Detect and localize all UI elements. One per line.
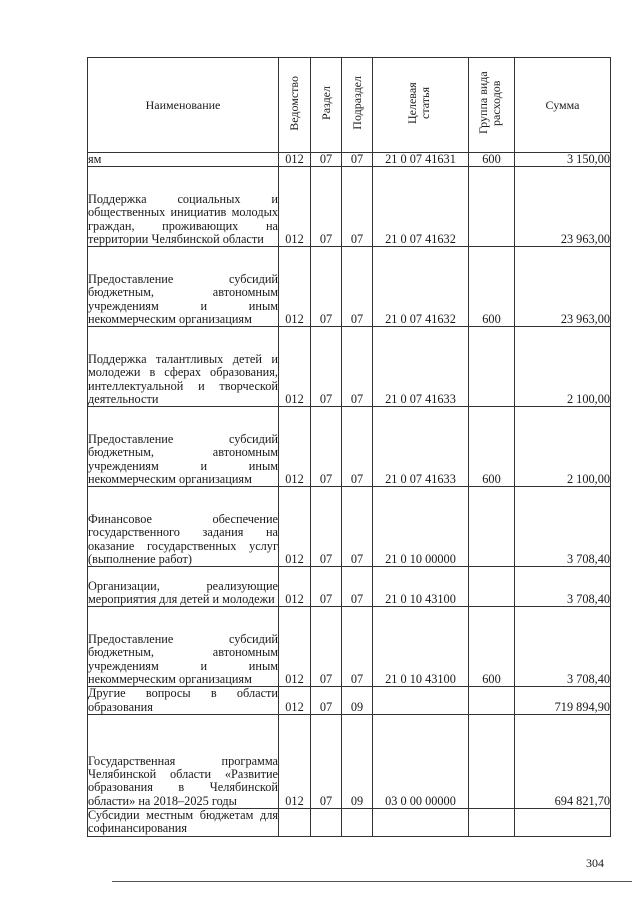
cell-vedomstvo: 012 — [279, 567, 311, 607]
header-vedomstvo-label: Ведомство — [287, 75, 301, 131]
header-target-label: Целевая статья — [404, 82, 432, 124]
cell-podrazdel: 07 — [342, 327, 373, 407]
cell-podrazdel: 07 — [342, 167, 373, 247]
cell-podrazdel: 07 — [342, 567, 373, 607]
cell-razdel: 07 — [311, 687, 342, 715]
table-row — [88, 487, 611, 567]
table-row — [88, 607, 611, 687]
cell-razdel: 07 — [311, 327, 342, 407]
cell-razdel: 07 — [311, 487, 342, 567]
header-sum-label: Сумма — [545, 97, 580, 112]
table-row — [88, 687, 611, 715]
header-podrazdel-label: Подраздел — [349, 76, 364, 130]
cell-target — [373, 687, 469, 715]
cell-name: Предоставление субсидий бюджетным, автономным учреждениям и иным некоммерческим организациям — [88, 247, 279, 327]
cell-target: 21 0 10 00000 — [373, 487, 469, 567]
cell-vedomstvo: 012 — [279, 715, 311, 809]
table-row — [88, 567, 611, 607]
header-razdel — [311, 58, 342, 153]
table-row — [88, 153, 611, 167]
cell-sum: 2 100,00 — [515, 407, 611, 487]
cell-vedomstvo — [279, 809, 311, 837]
cell-name: Поддержка талантливых детей и молодежи в сферах образования, интеллектуальной и творческой деятельности — [88, 327, 279, 407]
cell-podrazdel: 07 — [342, 487, 373, 567]
cell-target — [373, 809, 469, 837]
cell-name: Организации, реализующие мероприятия для детей и молодежи — [88, 567, 279, 607]
header-group-label: Группа вида расходов — [475, 71, 503, 135]
cell-podrazdel: 07 — [342, 607, 373, 687]
cell-sum: 719 894,90 — [515, 687, 611, 715]
header-razdel-label: Раздел — [318, 86, 333, 120]
cell-group — [469, 687, 515, 715]
cell-name: Финансовое обеспечение государственного задания на оказание государственных услуг (выполнение работ) — [88, 487, 279, 567]
cell-name: Предоставление субсидий бюджетным, автономным учреждениям и иным некоммерческим организациям — [88, 607, 279, 687]
cell-podrazdel: 07 — [342, 153, 373, 167]
cell-vedomstvo: 012 — [279, 407, 311, 487]
cell-podrazdel — [342, 809, 373, 837]
header-sum — [515, 58, 611, 153]
table-row — [88, 715, 611, 809]
table-row — [88, 247, 611, 327]
cell-vedomstvo: 012 — [279, 327, 311, 407]
budget-table — [87, 57, 611, 837]
cell-sum: 694 821,70 — [515, 715, 611, 809]
cell-razdel: 07 — [311, 167, 342, 247]
cell-podrazdel: 09 — [342, 687, 373, 715]
cell-podrazdel: 09 — [342, 715, 373, 809]
table-row — [88, 809, 611, 837]
cell-razdel — [311, 809, 342, 837]
header-vedomstvo — [279, 58, 311, 153]
cell-name: Государственная программа Челябинской области «Развитие образования в Челябинской области» на 2018–2025 годы — [88, 715, 279, 809]
table-header-row — [88, 58, 611, 153]
cell-sum: 3 708,40 — [515, 607, 611, 687]
cell-target: 21 0 10 43100 — [373, 607, 469, 687]
cell-target: 21 0 07 41632 — [373, 167, 469, 247]
header-name — [88, 58, 279, 153]
cell-razdel: 07 — [311, 715, 342, 809]
cell-razdel: 07 — [311, 607, 342, 687]
cell-name: Субсидии местным бюджетам для софинансирования — [88, 808, 278, 836]
cell-group — [469, 327, 515, 407]
footer-divider — [112, 881, 632, 882]
header-target — [373, 58, 469, 153]
cell-vedomstvo: 012 — [279, 247, 311, 327]
cell-group — [469, 809, 515, 837]
cell-target: 21 0 07 41633 — [373, 407, 469, 487]
table-row — [88, 407, 611, 487]
cell-sum: 3 708,40 — [515, 487, 611, 567]
cell-target: 03 0 00 00000 — [373, 715, 469, 809]
table-body — [88, 153, 611, 837]
cell-name: Другие вопросы в области образования — [88, 686, 278, 714]
header-group — [469, 58, 515, 153]
cell-group — [469, 715, 515, 809]
cell-sum: 3 708,40 — [515, 567, 611, 607]
cell-razdel: 07 — [311, 567, 342, 607]
cell-sum — [515, 809, 611, 837]
header-podrazdel — [342, 58, 373, 153]
page-number: 304 — [586, 856, 604, 870]
cell-sum: 2 100,00 — [515, 327, 611, 407]
cell-razdel: 07 — [311, 247, 342, 327]
cell-group: 600 — [469, 607, 515, 687]
cell-razdel: 07 — [311, 407, 342, 487]
cell-group: 600 — [469, 247, 515, 327]
cell-podrazdel: 07 — [342, 407, 373, 487]
table-row — [88, 327, 611, 407]
cell-name: Предоставление субсидий бюджетным, автономным учреждениям и иным некоммерческим организациям — [88, 407, 279, 487]
cell-sum: 23 963,00 — [515, 247, 611, 327]
cell-vedomstvo: 012 — [279, 487, 311, 567]
table-row — [88, 167, 611, 247]
header-name-label: Наименование — [145, 97, 221, 112]
cell-target: 21 0 07 41632 — [373, 247, 469, 327]
cell-razdel: 07 — [311, 153, 342, 167]
cell-name: Поддержка социальных и общественных инициатив молодых граждан, проживающих на территории Челябинской области — [88, 167, 279, 247]
cell-group: 600 — [469, 153, 515, 167]
cell-vedomstvo: 012 — [279, 687, 311, 715]
cell-vedomstvo: 012 — [279, 167, 311, 247]
cell-vedomstvo: 012 — [279, 607, 311, 687]
cell-podrazdel: 07 — [342, 247, 373, 327]
cell-group — [469, 167, 515, 247]
cell-target: 21 0 07 41633 — [373, 327, 469, 407]
cell-vedomstvo: 012 — [279, 153, 311, 167]
cell-group — [469, 487, 515, 567]
cell-group: 600 — [469, 407, 515, 487]
cell-sum: 23 963,00 — [515, 167, 611, 247]
cell-sum: 3 150,00 — [515, 153, 611, 167]
cell-target: 21 0 10 43100 — [373, 567, 469, 607]
cell-group — [469, 567, 515, 607]
cell-target: 21 0 07 41631 — [373, 153, 469, 167]
cell-name: ям — [88, 153, 279, 167]
